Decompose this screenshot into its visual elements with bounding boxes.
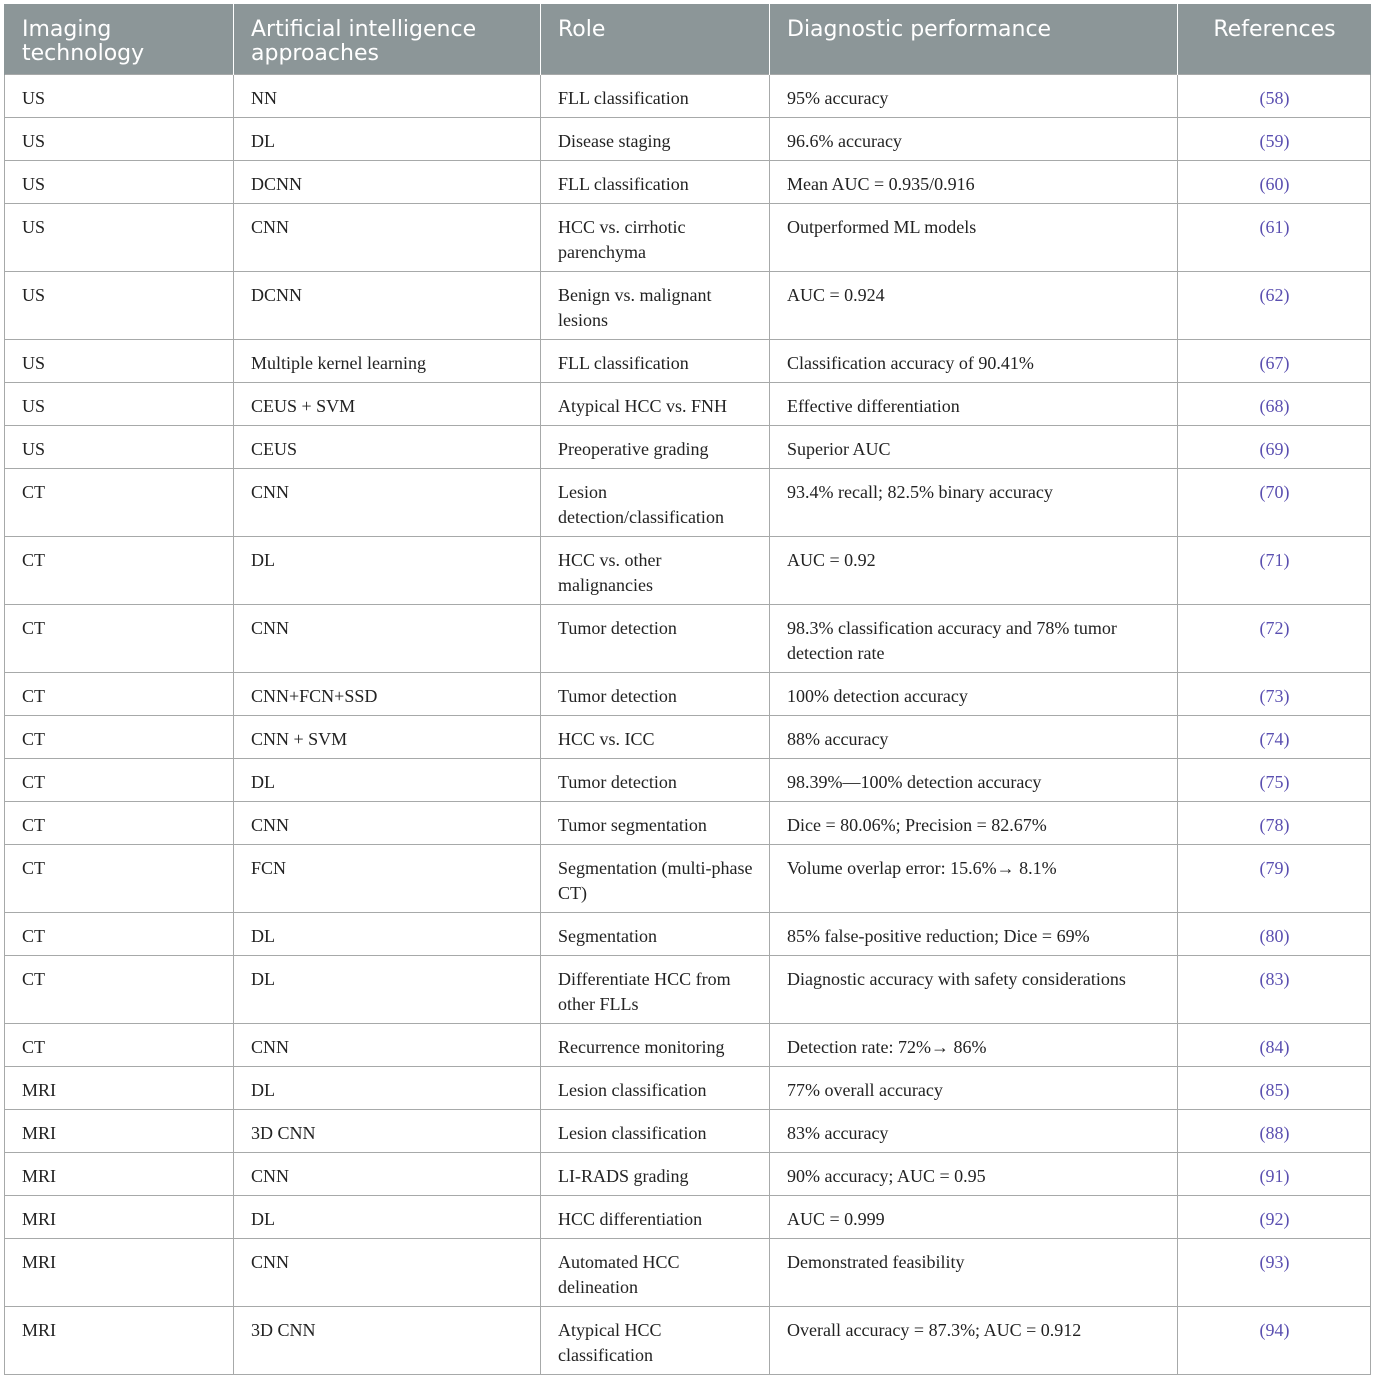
cell-role: Automated HCC delineation bbox=[541, 1238, 770, 1306]
header-ai-approaches: Artificial intelligence approaches bbox=[234, 4, 541, 74]
table-row bbox=[5, 1023, 1371, 1066]
cell-role: Lesion detection/classification bbox=[541, 468, 770, 536]
table-row bbox=[5, 382, 1371, 425]
cell-imaging-technology: CT bbox=[5, 801, 234, 844]
cell-ai-approach: CEUS + SVM bbox=[234, 382, 541, 425]
cell-role: FLL classification bbox=[541, 160, 770, 203]
cell-role: Atypical HCC classification bbox=[541, 1306, 770, 1374]
cell-ai-approach: CNN + SVM bbox=[234, 715, 541, 758]
table-row bbox=[5, 1306, 1371, 1374]
cell-ai-approach: CNN bbox=[234, 1238, 541, 1306]
cell-imaging-technology: MRI bbox=[5, 1066, 234, 1109]
cell-ai-approach: CNN bbox=[234, 203, 541, 271]
cell-imaging-technology: CT bbox=[5, 955, 234, 1023]
reference-link[interactable]: (80) bbox=[1178, 912, 1371, 955]
reference-link[interactable]: (94) bbox=[1178, 1306, 1371, 1374]
cell-diagnostic-performance: Demonstrated feasibility bbox=[770, 1238, 1178, 1306]
cell-imaging-technology: CT bbox=[5, 604, 234, 672]
cell-diagnostic-performance: 93.4% recall; 82.5% binary accuracy bbox=[770, 468, 1178, 536]
cell-ai-approach: DL bbox=[234, 117, 541, 160]
cell-role: Lesion classification bbox=[541, 1066, 770, 1109]
table-row bbox=[5, 912, 1371, 955]
cell-diagnostic-performance: 98.39%—100% detection accuracy bbox=[770, 758, 1178, 801]
table-row bbox=[5, 425, 1371, 468]
cell-role: Recurrence monitoring bbox=[541, 1023, 770, 1066]
table-row bbox=[5, 604, 1371, 672]
cell-imaging-technology: MRI bbox=[5, 1238, 234, 1306]
cell-role: FLL classification bbox=[541, 74, 770, 117]
cell-diagnostic-performance: 98.3% classification accuracy and 78% tumor detection rate bbox=[770, 604, 1178, 672]
table-row bbox=[5, 203, 1371, 271]
cell-diagnostic-performance: AUC = 0.92 bbox=[770, 536, 1178, 604]
cell-ai-approach: CNN bbox=[234, 801, 541, 844]
cell-role: Tumor detection bbox=[541, 672, 770, 715]
cell-imaging-technology: US bbox=[5, 74, 234, 117]
cell-ai-approach: Multiple kernel learning bbox=[234, 339, 541, 382]
table-row bbox=[5, 955, 1371, 1023]
reference-link[interactable]: (61) bbox=[1178, 203, 1371, 271]
cell-role: LI-RADS grading bbox=[541, 1152, 770, 1195]
table-body bbox=[5, 74, 1371, 1374]
cell-ai-approach: CNN bbox=[234, 1023, 541, 1066]
cell-ai-approach: 3D CNN bbox=[234, 1109, 541, 1152]
reference-link[interactable]: (92) bbox=[1178, 1195, 1371, 1238]
table-row bbox=[5, 271, 1371, 339]
cell-diagnostic-performance: Effective differentiation bbox=[770, 382, 1178, 425]
cell-diagnostic-performance: Outperformed ML models bbox=[770, 203, 1178, 271]
table-row bbox=[5, 536, 1371, 604]
reference-link[interactable]: (79) bbox=[1178, 844, 1371, 912]
table-row bbox=[5, 160, 1371, 203]
reference-link[interactable]: (84) bbox=[1178, 1023, 1371, 1066]
table-header bbox=[5, 4, 1371, 74]
cell-role: HCC differentiation bbox=[541, 1195, 770, 1238]
table-row bbox=[5, 339, 1371, 382]
cell-ai-approach: CNN+FCN+SSD bbox=[234, 672, 541, 715]
table-row bbox=[5, 1238, 1371, 1306]
reference-link[interactable]: (68) bbox=[1178, 382, 1371, 425]
cell-imaging-technology: MRI bbox=[5, 1109, 234, 1152]
cell-diagnostic-performance: 96.6% accuracy bbox=[770, 117, 1178, 160]
cell-imaging-technology: CT bbox=[5, 536, 234, 604]
cell-diagnostic-performance: Superior AUC bbox=[770, 425, 1178, 468]
reference-link[interactable]: (91) bbox=[1178, 1152, 1371, 1195]
ai-imaging-table bbox=[4, 4, 1371, 1375]
reference-link[interactable]: (73) bbox=[1178, 672, 1371, 715]
table-row bbox=[5, 1195, 1371, 1238]
cell-role: Differentiate HCC from other FLLs bbox=[541, 955, 770, 1023]
reference-link[interactable]: (78) bbox=[1178, 801, 1371, 844]
cell-diagnostic-performance: Overall accuracy = 87.3%; AUC = 0.912 bbox=[770, 1306, 1178, 1374]
table-row bbox=[5, 117, 1371, 160]
cell-imaging-technology: MRI bbox=[5, 1306, 234, 1374]
table-row bbox=[5, 844, 1371, 912]
cell-ai-approach: 3D CNN bbox=[234, 1306, 541, 1374]
cell-diagnostic-performance: 90% accuracy; AUC = 0.95 bbox=[770, 1152, 1178, 1195]
reference-link[interactable]: (83) bbox=[1178, 955, 1371, 1023]
reference-link[interactable]: (69) bbox=[1178, 425, 1371, 468]
cell-imaging-technology: US bbox=[5, 203, 234, 271]
cell-role: Tumor detection bbox=[541, 758, 770, 801]
header-diagnostic-performance: Diagnostic performance bbox=[770, 4, 1178, 74]
reference-link[interactable]: (88) bbox=[1178, 1109, 1371, 1152]
cell-imaging-technology: MRI bbox=[5, 1152, 234, 1195]
header-role: Role bbox=[541, 4, 770, 74]
cell-ai-approach: DCNN bbox=[234, 271, 541, 339]
table-row bbox=[5, 1152, 1371, 1195]
reference-link[interactable]: (71) bbox=[1178, 536, 1371, 604]
cell-ai-approach: DL bbox=[234, 1195, 541, 1238]
header-row bbox=[5, 4, 1371, 74]
cell-diagnostic-performance: 77% overall accuracy bbox=[770, 1066, 1178, 1109]
cell-diagnostic-performance: Mean AUC = 0.935/0.916 bbox=[770, 160, 1178, 203]
table-row bbox=[5, 672, 1371, 715]
cell-imaging-technology: US bbox=[5, 382, 234, 425]
reference-link[interactable]: (60) bbox=[1178, 160, 1371, 203]
cell-ai-approach: DL bbox=[234, 912, 541, 955]
table-row bbox=[5, 468, 1371, 536]
cell-imaging-technology: US bbox=[5, 339, 234, 382]
table-row bbox=[5, 801, 1371, 844]
cell-imaging-technology: US bbox=[5, 425, 234, 468]
cell-role: Segmentation (multi-phase CT) bbox=[541, 844, 770, 912]
cell-role: Atypical HCC vs. FNH bbox=[541, 382, 770, 425]
reference-link[interactable]: (70) bbox=[1178, 468, 1371, 536]
reference-link[interactable]: (85) bbox=[1178, 1066, 1371, 1109]
cell-role: Tumor detection bbox=[541, 604, 770, 672]
cell-imaging-technology: CT bbox=[5, 912, 234, 955]
cell-ai-approach: DL bbox=[234, 1066, 541, 1109]
cell-imaging-technology: US bbox=[5, 271, 234, 339]
cell-ai-approach: DL bbox=[234, 955, 541, 1023]
header-references: References bbox=[1178, 4, 1371, 74]
reference-link[interactable]: (67) bbox=[1178, 339, 1371, 382]
reference-link[interactable]: (59) bbox=[1178, 117, 1371, 160]
cell-imaging-technology: CT bbox=[5, 672, 234, 715]
cell-ai-approach: CNN bbox=[234, 604, 541, 672]
cell-diagnostic-performance: AUC = 0.999 bbox=[770, 1195, 1178, 1238]
table-row bbox=[5, 1066, 1371, 1109]
cell-ai-approach: DCNN bbox=[234, 160, 541, 203]
table-row bbox=[5, 758, 1371, 801]
header-imaging-technology: Imaging technology bbox=[5, 4, 234, 74]
cell-ai-approach: CNN bbox=[234, 468, 541, 536]
cell-imaging-technology: CT bbox=[5, 758, 234, 801]
cell-imaging-technology: CT bbox=[5, 844, 234, 912]
cell-diagnostic-performance: Diagnostic accuracy with safety considerations bbox=[770, 955, 1178, 1023]
cell-diagnostic-performance: Volume overlap error: 15.6%→ 8.1% bbox=[770, 844, 1178, 912]
cell-role: Disease staging bbox=[541, 117, 770, 160]
table-row bbox=[5, 715, 1371, 758]
cell-imaging-technology: MRI bbox=[5, 1195, 234, 1238]
reference-link[interactable]: (62) bbox=[1178, 271, 1371, 339]
cell-ai-approach: DL bbox=[234, 758, 541, 801]
reference-link[interactable]: (58) bbox=[1178, 74, 1371, 117]
table-row bbox=[5, 74, 1371, 117]
cell-diagnostic-performance: Detection rate: 72%→ 86% bbox=[770, 1023, 1178, 1066]
cell-diagnostic-performance: 88% accuracy bbox=[770, 715, 1178, 758]
cell-imaging-technology: US bbox=[5, 117, 234, 160]
reference-link[interactable]: (74) bbox=[1178, 715, 1371, 758]
cell-role: HCC vs. ICC bbox=[541, 715, 770, 758]
reference-link[interactable]: (75) bbox=[1178, 758, 1371, 801]
cell-ai-approach: DL bbox=[234, 536, 541, 604]
cell-role: Segmentation bbox=[541, 912, 770, 955]
cell-imaging-technology: US bbox=[5, 160, 234, 203]
cell-diagnostic-performance: 100% detection accuracy bbox=[770, 672, 1178, 715]
cell-role: Preoperative grading bbox=[541, 425, 770, 468]
reference-link[interactable]: (93) bbox=[1178, 1238, 1371, 1306]
cell-diagnostic-performance: 85% false-positive reduction; Dice = 69% bbox=[770, 912, 1178, 955]
cell-diagnostic-performance: Dice = 80.06%; Precision = 82.67% bbox=[770, 801, 1178, 844]
cell-ai-approach: CEUS bbox=[234, 425, 541, 468]
cell-diagnostic-performance: AUC = 0.924 bbox=[770, 271, 1178, 339]
cell-imaging-technology: CT bbox=[5, 1023, 234, 1066]
cell-role: FLL classification bbox=[541, 339, 770, 382]
reference-link[interactable]: (72) bbox=[1178, 604, 1371, 672]
cell-role: Tumor segmentation bbox=[541, 801, 770, 844]
cell-ai-approach: NN bbox=[234, 74, 541, 117]
cell-diagnostic-performance: 83% accuracy bbox=[770, 1109, 1178, 1152]
cell-ai-approach: FCN bbox=[234, 844, 541, 912]
cell-imaging-technology: CT bbox=[5, 715, 234, 758]
cell-diagnostic-performance: 95% accuracy bbox=[770, 74, 1178, 117]
cell-role: HCC vs. cirrhotic parenchyma bbox=[541, 203, 770, 271]
cell-role: Benign vs. malignant lesions bbox=[541, 271, 770, 339]
table-row bbox=[5, 1109, 1371, 1152]
cell-diagnostic-performance: Classification accuracy of 90.41% bbox=[770, 339, 1178, 382]
cell-ai-approach: CNN bbox=[234, 1152, 541, 1195]
cell-imaging-technology: CT bbox=[5, 468, 234, 536]
cell-role: Lesion classification bbox=[541, 1109, 770, 1152]
cell-role: HCC vs. other malignancies bbox=[541, 536, 770, 604]
